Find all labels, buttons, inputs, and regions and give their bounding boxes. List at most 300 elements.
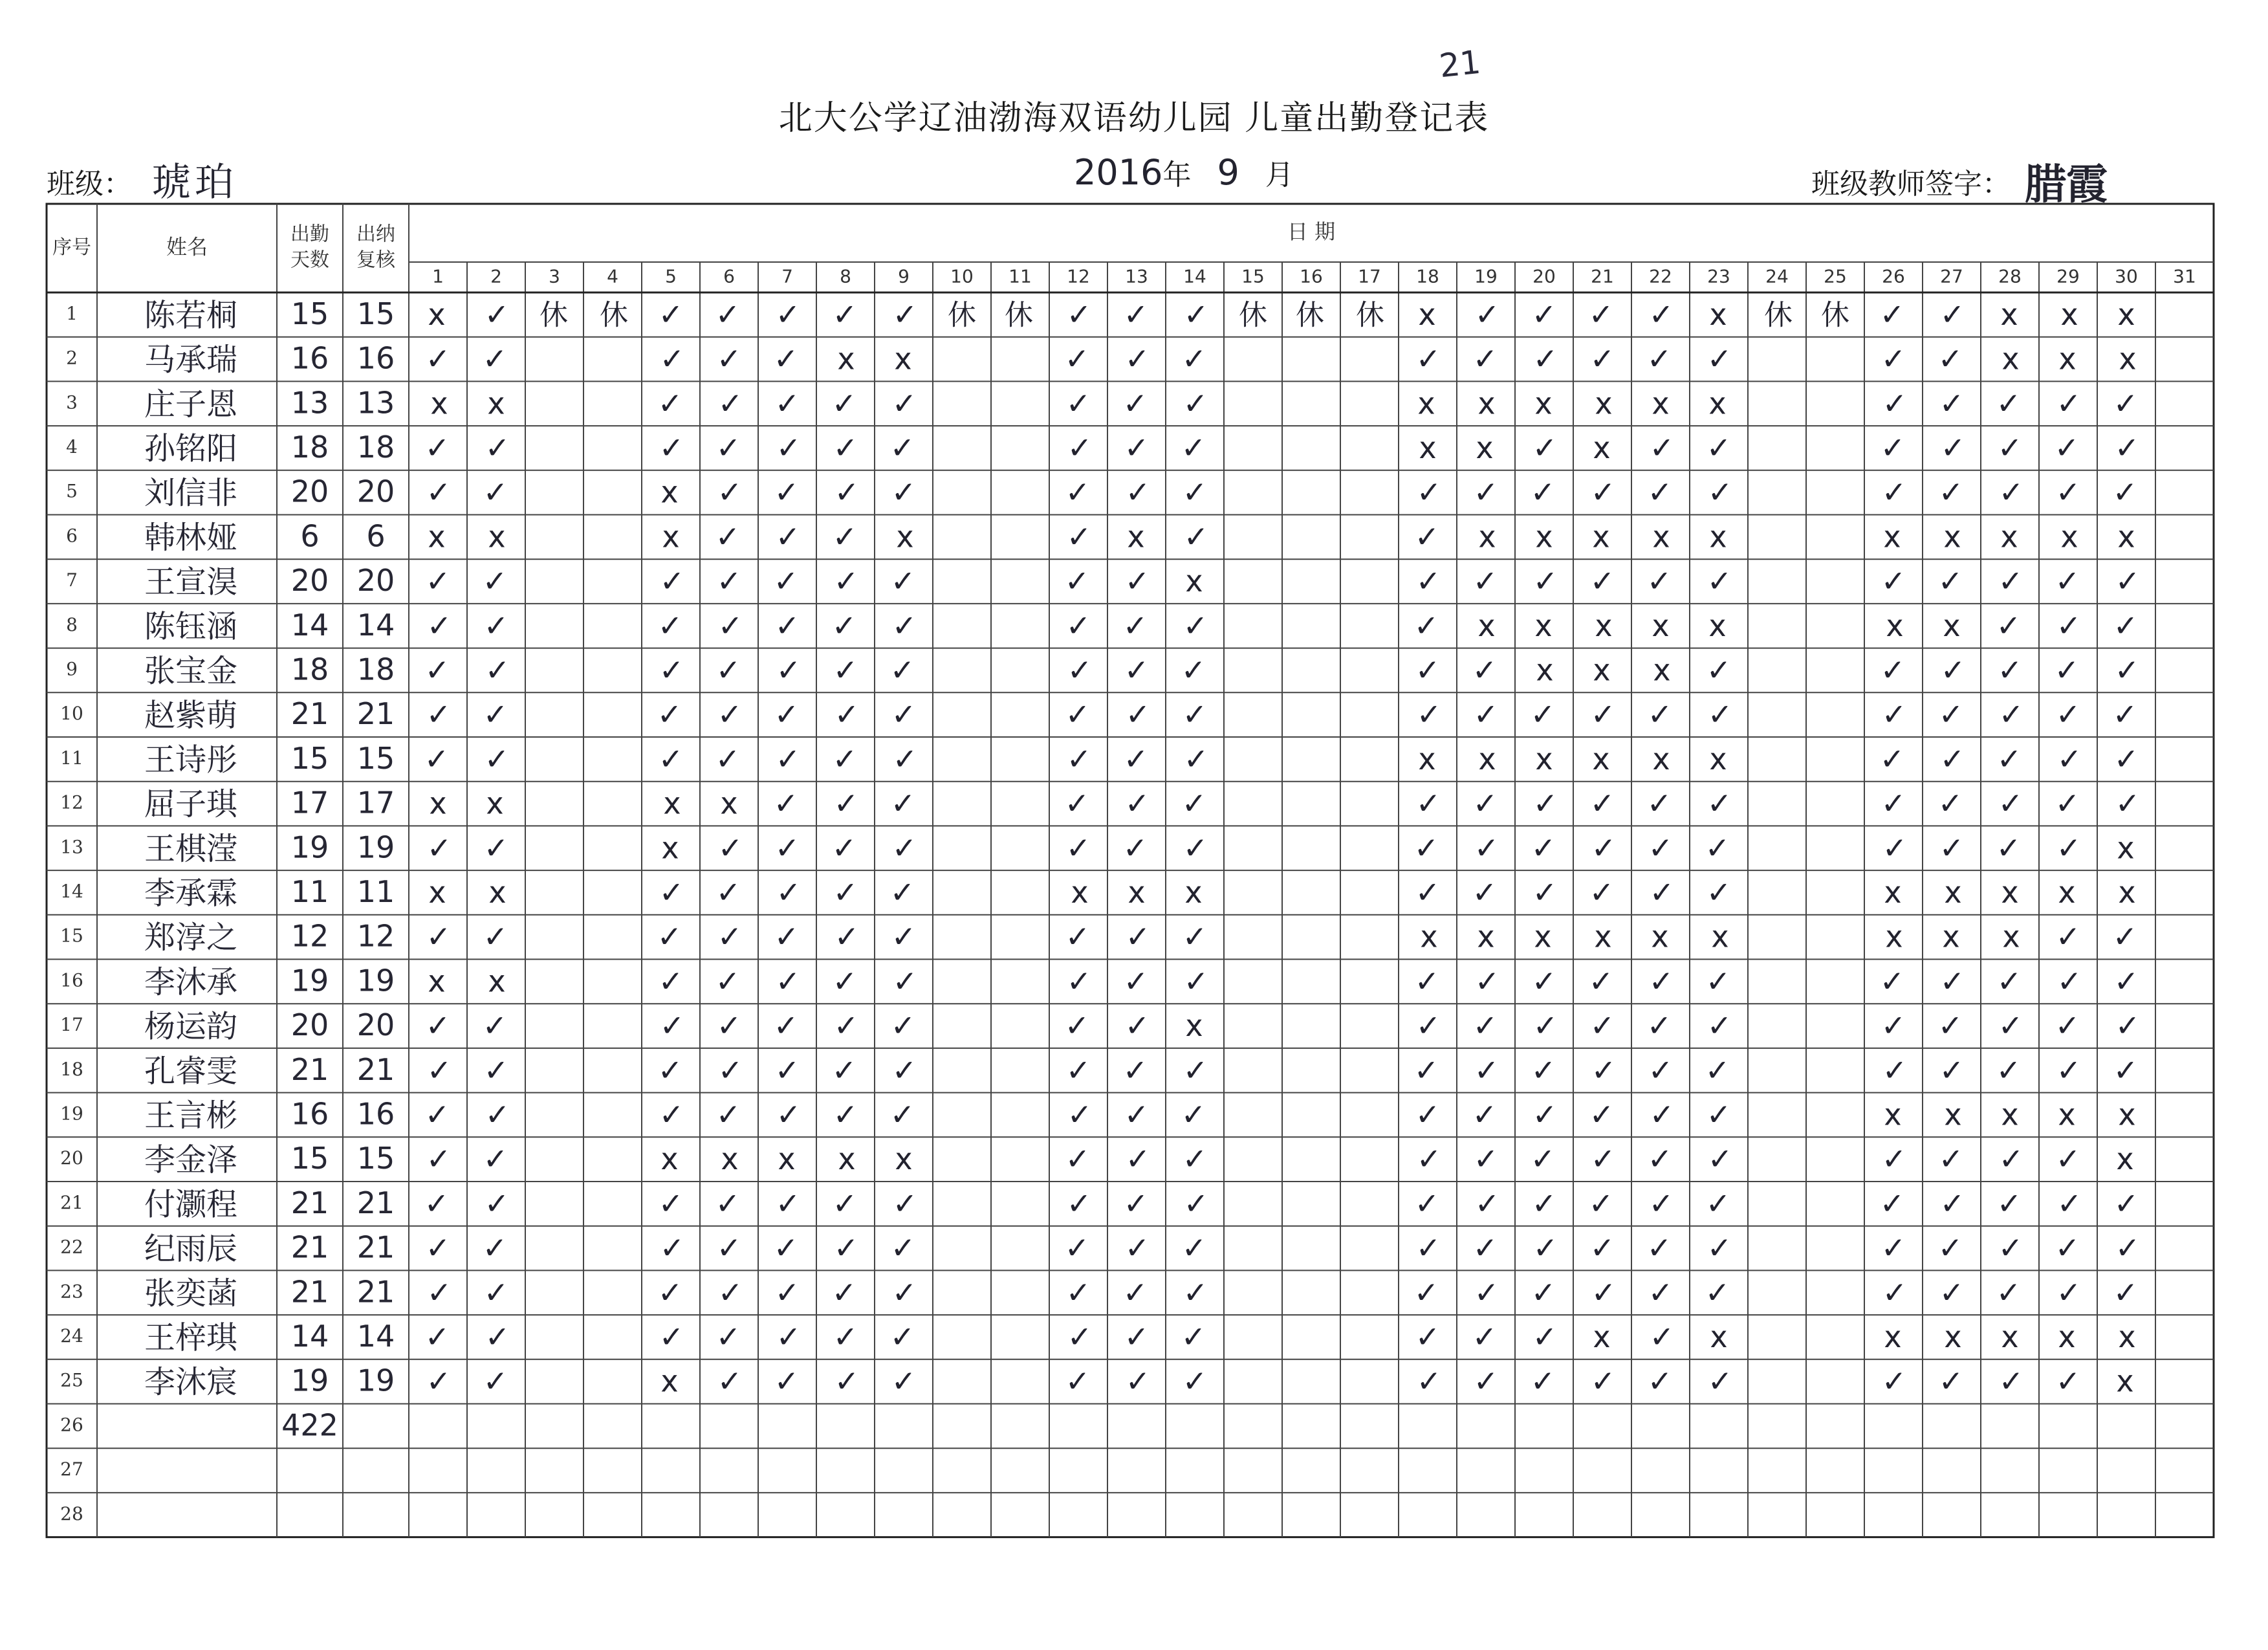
present-mark: ✓ [1065,386,1091,421]
present-mark: ✓ [658,296,684,332]
absent-mark: x [837,341,855,377]
present-mark: ✓ [659,1008,685,1044]
day-number-4: 4 [607,265,618,287]
present-mark: ✓ [1705,1185,1731,1221]
absent-mark: x [1420,919,1438,954]
present-mark: ✓ [832,1185,858,1221]
day-number-19: 19 [1474,265,1498,287]
present-mark: ✓ [715,963,741,999]
rest-mark: 休 [948,298,976,332]
present-mark: ✓ [2113,963,2139,999]
present-mark: ✓ [1880,430,1906,465]
present-mark: ✓ [1532,430,1558,465]
class-value: 琥珀 [152,160,237,205]
present-mark: ✓ [1124,1097,1150,1132]
present-mark: ✓ [834,474,860,510]
present-mark: ✓ [1531,1185,1557,1221]
day-number-18: 18 [1416,265,1439,287]
present-mark: ✓ [1998,564,2023,599]
present-mark: ✓ [1066,1185,1092,1221]
present-mark: ✓ [426,1052,452,1088]
present-mark: ✓ [1472,652,1498,688]
teacher-label: 班级教师签字： [1811,168,2011,201]
row-index: 17 [60,1014,83,1036]
present-mark: ✓ [715,1097,741,1132]
absent-mark: x [1477,386,1496,421]
present-mark: ✓ [889,874,915,910]
present-mark: ✓ [1938,1363,1964,1399]
present-mark: ✓ [1183,1052,1208,1088]
present-mark: ✓ [1182,1141,1208,1177]
present-mark: ✓ [891,697,917,732]
day-number-7: 7 [781,265,793,287]
present-mark: ✓ [1938,474,1964,510]
present-mark: ✓ [1648,1052,1674,1088]
present-mark: ✓ [1181,1230,1207,1266]
present-mark: ✓ [1415,1230,1441,1266]
absent-mark: x [1592,519,1610,555]
absent-mark: x [1942,919,1960,954]
present-mark: ✓ [1183,830,1208,866]
present-mark: ✓ [1706,430,1732,465]
present-mark: ✓ [424,430,450,465]
present-mark: ✓ [1122,1275,1148,1310]
present-mark: ✓ [426,1275,452,1310]
present-mark: ✓ [1124,341,1150,377]
absent-mark: x [1535,519,1553,555]
absent-mark: x [2060,519,2078,555]
present-mark: ✓ [1532,1319,1558,1354]
present-mark: ✓ [1125,697,1151,732]
present-mark: ✓ [1882,830,1908,866]
present-mark: ✓ [1122,1052,1148,1088]
absent-mark: x [2058,341,2077,377]
present-mark: ✓ [1647,1141,1673,1177]
student-name: 李金泽 [144,1141,238,1178]
present-mark: ✓ [1996,741,2022,776]
present-mark: ✓ [1472,1319,1498,1354]
attendance-days: 20 [290,1007,329,1043]
review-days: 20 [356,563,395,599]
attendance-days: 16 [290,340,329,376]
present-mark: ✓ [1415,874,1441,910]
absent-mark: x [2000,296,2018,332]
present-mark: ✓ [1416,1363,1442,1399]
present-mark: ✓ [833,874,858,910]
present-mark: ✓ [1415,1008,1441,1044]
row-index: 14 [60,880,83,902]
present-mark: ✓ [1065,1141,1091,1177]
absent-mark: x [1185,1008,1203,1044]
present-mark: ✓ [426,474,452,510]
present-mark: ✓ [1532,786,1558,821]
present-mark: ✓ [1064,341,1090,377]
student-name: 刘信非 [144,475,238,512]
attendance-days: 422 [281,1407,338,1443]
day-number-11: 11 [1009,265,1032,287]
present-mark: ✓ [2112,919,2138,954]
present-mark: ✓ [1415,652,1441,688]
absent-mark: x [1185,564,1203,599]
present-mark: ✓ [1064,1230,1090,1266]
present-mark: ✓ [1589,1008,1615,1044]
col-index-header: 序号 [52,236,91,259]
attendance-days: 12 [290,918,329,954]
attendance-days: 15 [290,1141,329,1176]
present-mark: ✓ [659,1230,685,1266]
absent-mark: x [2001,341,2020,377]
present-mark: ✓ [715,296,741,332]
absent-mark: x [1417,386,1435,421]
present-mark: ✓ [774,1275,800,1310]
title-annotation: 21 [1437,43,1483,85]
present-mark: ✓ [1939,741,1965,776]
present-mark: ✓ [1589,874,1615,910]
attendance-days: 15 [290,296,329,331]
present-mark: ✓ [1530,1141,1556,1177]
absent-mark: x [1593,652,1611,688]
day-number-10: 10 [950,265,974,287]
review-days: 17 [356,785,395,820]
present-mark: ✓ [834,697,860,732]
present-mark: ✓ [1531,1275,1556,1310]
present-mark: ✓ [1997,652,2023,688]
attendance-days: 15 [290,740,329,776]
present-mark: ✓ [1124,1008,1150,1044]
row-index: 4 [66,435,78,457]
present-mark: ✓ [1065,474,1091,510]
present-mark: ✓ [1588,963,1614,999]
present-mark: ✓ [424,1097,450,1132]
present-mark: ✓ [484,296,510,332]
absent-mark: x [2116,1363,2134,1399]
present-mark: ✓ [715,652,741,688]
present-mark: ✓ [1413,1275,1439,1310]
row-index: 24 [60,1325,83,1347]
present-mark: ✓ [1532,1097,1558,1132]
present-mark: ✓ [657,608,683,643]
present-mark: ✓ [1067,652,1093,688]
present-mark: ✓ [658,963,684,999]
present-mark: ✓ [1531,963,1557,999]
present-mark: ✓ [1998,1008,2023,1044]
row-index: 21 [60,1191,83,1213]
attendance-days: 19 [290,963,329,998]
col-review-header: 出纳复核 [356,223,395,272]
present-mark: ✓ [1589,1230,1615,1266]
present-mark: ✓ [2114,430,2140,465]
absent-mark: x [1418,296,1436,332]
present-mark: ✓ [483,474,508,510]
absent-mark: x [428,874,446,910]
present-mark: ✓ [1882,1275,1908,1310]
present-mark: ✓ [1648,296,1674,332]
present-mark: ✓ [1181,1097,1206,1132]
present-mark: ✓ [1472,874,1498,910]
present-mark: ✓ [1591,1275,1617,1310]
present-mark: ✓ [483,919,508,954]
rest-mark: 休 [600,298,628,332]
present-mark: ✓ [659,341,685,377]
review-days: 6 [366,518,386,554]
absent-mark: x [1886,608,1904,643]
present-mark: ✓ [425,1230,451,1266]
present-mark: ✓ [1591,1052,1617,1088]
present-mark: ✓ [657,386,683,421]
present-mark: ✓ [1937,341,1963,377]
present-mark: ✓ [1065,608,1091,643]
absent-mark: x [721,1141,739,1177]
present-mark: ✓ [484,741,510,776]
present-mark: ✓ [1065,1052,1091,1088]
row-index: 7 [66,569,78,591]
present-mark: ✓ [482,1008,508,1044]
present-mark: ✓ [776,874,801,910]
day-number-17: 17 [1358,265,1381,287]
present-mark: ✓ [659,564,685,599]
present-mark: ✓ [485,430,510,465]
present-mark: ✓ [1124,1319,1150,1354]
present-mark: ✓ [1996,386,2022,421]
present-mark: ✓ [1706,652,1732,688]
day-number-12: 12 [1067,265,1090,287]
present-mark: ✓ [1413,1052,1439,1088]
present-mark: ✓ [1065,1275,1091,1310]
attendance-days: 6 [300,518,320,554]
present-mark: ✓ [1181,786,1207,821]
absent-mark: x [1884,1319,1902,1354]
present-mark: ✓ [1589,341,1615,377]
present-mark: ✓ [483,1052,509,1088]
present-mark: ✓ [1996,608,2022,643]
absent-mark: x [2116,1141,2134,1177]
day-number-29: 29 [2056,265,2080,287]
row-index: 20 [60,1147,83,1169]
present-mark: ✓ [1065,1363,1091,1399]
present-mark: ✓ [2113,1052,2139,1088]
present-mark: ✓ [773,1230,799,1266]
present-mark: ✓ [1588,296,1614,332]
absent-mark: x [486,786,504,821]
student-name: 张宝金 [144,652,238,689]
absent-mark: x [896,519,914,555]
present-mark: ✓ [1066,296,1092,332]
present-mark: ✓ [890,786,916,821]
date-group-header: 日 期 [1287,219,1336,244]
review-days: 14 [356,1318,395,1354]
present-mark: ✓ [2113,1275,2139,1310]
present-mark: ✓ [1649,430,1675,465]
present-mark: ✓ [1125,1363,1151,1399]
present-mark: ✓ [1590,1363,1616,1399]
present-mark: ✓ [774,919,800,954]
present-mark: ✓ [2055,786,2080,821]
present-mark: ✓ [2112,697,2138,732]
absent-mark: x [2118,1097,2136,1132]
present-mark: ✓ [2055,1008,2080,1044]
present-mark: ✓ [1879,1185,1905,1221]
student-name: 韩林娅 [144,519,238,556]
present-mark: ✓ [1998,1230,2023,1266]
present-mark: ✓ [1416,1141,1442,1177]
present-mark: ✓ [717,919,743,954]
present-mark: ✓ [1183,963,1209,999]
present-mark: ✓ [1124,1230,1150,1266]
absent-mark: x [2117,830,2135,866]
present-mark: ✓ [831,608,857,643]
row-index: 16 [60,969,83,991]
present-mark: ✓ [1124,786,1150,821]
row-index: 19 [60,1103,83,1125]
review-days: 13 [356,385,395,421]
present-mark: ✓ [890,1008,916,1044]
absent-mark: x [2119,341,2137,377]
present-mark: ✓ [892,296,918,332]
present-mark: ✓ [892,1185,918,1221]
present-mark: ✓ [717,1052,743,1088]
student-name: 赵紫萌 [144,697,238,734]
day-number-16: 16 [1300,265,1323,287]
absent-mark: x [720,786,738,821]
present-mark: ✓ [659,1319,684,1354]
absent-mark: x [660,474,679,510]
present-mark: ✓ [1707,1363,1733,1399]
present-mark: ✓ [1067,1097,1093,1132]
present-mark: ✓ [482,341,508,377]
present-mark: ✓ [1939,830,1965,866]
present-mark: ✓ [1065,697,1091,732]
absent-mark: x [1534,608,1553,643]
student-name: 王诗彤 [144,742,238,778]
present-mark: ✓ [774,697,800,732]
absent-mark: x [2058,1097,2076,1132]
absent-mark: x [488,519,506,555]
present-mark: ✓ [1937,1230,1963,1266]
present-mark: ✓ [774,386,800,421]
present-mark: ✓ [2115,564,2141,599]
absent-mark: x [1884,1097,1902,1132]
present-mark: ✓ [1413,608,1439,643]
present-mark: ✓ [717,697,743,732]
present-mark: ✓ [2055,474,2081,510]
absent-mark: x [1419,430,1437,465]
present-mark: ✓ [889,1097,915,1132]
present-mark: ✓ [774,608,800,643]
present-mark: ✓ [1591,830,1617,866]
present-mark: ✓ [1474,1275,1499,1310]
present-mark: ✓ [716,341,742,377]
present-mark: ✓ [1647,1363,1673,1399]
present-mark: ✓ [715,430,741,465]
absent-mark: x [1477,608,1496,643]
present-mark: ✓ [717,608,743,643]
absent-mark: x [1651,919,1669,954]
present-mark: ✓ [1183,608,1208,643]
present-mark: ✓ [891,830,917,866]
rest-mark: 休 [1356,298,1384,332]
present-mark: ✓ [1472,564,1498,599]
present-mark: ✓ [2056,608,2082,643]
month-value: 9 [1217,152,1239,193]
absent-mark: x [1418,741,1436,776]
day-number-9: 9 [898,265,910,287]
present-mark: ✓ [1996,1275,2022,1310]
present-mark: ✓ [1881,1230,1906,1266]
present-mark: ✓ [1124,564,1150,599]
present-mark: ✓ [659,1097,684,1132]
present-mark: ✓ [2113,741,2139,776]
present-mark: ✓ [832,963,858,999]
present-mark: ✓ [1998,1363,2024,1399]
review-days: 15 [356,1141,395,1176]
present-mark: ✓ [775,1185,801,1221]
present-mark: ✓ [1648,1185,1674,1221]
present-mark: ✓ [1474,1052,1499,1088]
present-mark: ✓ [657,919,682,954]
present-mark: ✓ [1532,1008,1558,1044]
present-mark: ✓ [831,830,857,866]
present-mark: ✓ [1182,474,1208,510]
present-mark: ✓ [1123,963,1149,999]
present-mark: ✓ [1881,1008,1906,1044]
review-days: 18 [356,652,395,687]
present-mark: ✓ [1472,786,1498,821]
present-mark: ✓ [1937,1008,1963,1044]
attendance-days: 21 [290,1051,329,1087]
present-mark: ✓ [1590,697,1616,732]
present-mark: ✓ [1939,386,1965,421]
review-days: 16 [356,1096,395,1132]
present-mark: ✓ [1123,1185,1149,1221]
col-attendance-header: 出勤天数 [290,223,329,272]
present-mark: ✓ [716,1230,742,1266]
present-mark: ✓ [1530,1363,1556,1399]
present-mark: ✓ [1589,564,1615,599]
present-mark: ✓ [1414,519,1440,555]
present-mark: ✓ [715,1319,741,1354]
present-mark: ✓ [1879,296,1905,332]
present-mark: ✓ [1706,1008,1732,1044]
review-days: 19 [356,830,395,865]
row-index: 25 [60,1369,83,1391]
absent-mark: x [1477,919,1495,954]
absent-mark: x [1534,386,1553,421]
review-days: 20 [356,474,395,509]
present-mark: ✓ [1705,1275,1730,1310]
present-mark: ✓ [1649,1319,1675,1354]
day-number-22: 22 [1649,265,1672,287]
absent-mark: x [430,386,448,421]
review-days: 21 [356,1229,395,1265]
review-days: 11 [356,874,395,909]
attendance-days: 18 [290,429,329,465]
absent-mark: x [2001,874,2019,910]
present-mark: ✓ [1998,1141,2024,1177]
present-mark: ✓ [1590,1141,1616,1177]
student-name: 李沐承 [144,963,238,1000]
present-mark: ✓ [426,830,452,866]
present-mark: ✓ [1182,919,1208,954]
review-days: 21 [356,1185,395,1220]
present-mark: ✓ [426,919,452,954]
present-mark: ✓ [1125,919,1151,954]
attendance-days: 21 [290,696,329,732]
present-mark: ✓ [717,386,743,421]
present-mark: ✓ [485,652,510,688]
present-mark: ✓ [1125,474,1151,510]
present-mark: ✓ [1646,341,1672,377]
present-mark: ✓ [716,564,742,599]
